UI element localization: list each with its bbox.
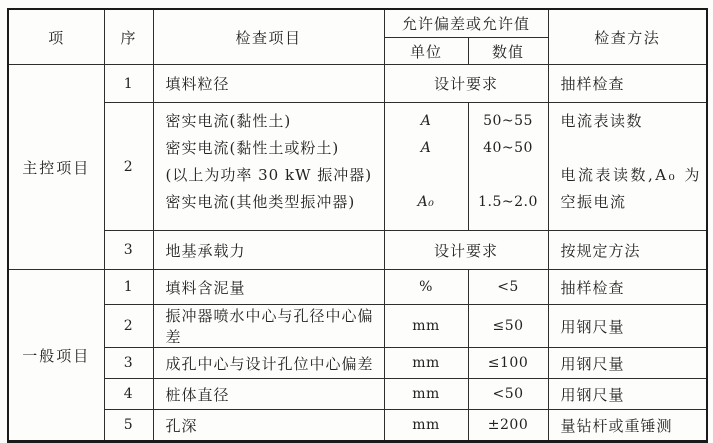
header-unit: 单位 xyxy=(384,38,468,65)
seq-cell: 1 xyxy=(104,270,153,305)
inspection-item-line: (以上为功率 30 kW 振冲器) xyxy=(165,166,373,184)
unit-cell: mm xyxy=(384,379,468,410)
inspection-item-cell: 振冲器喷水中心与孔径中心偏差 xyxy=(153,305,384,348)
header-seq: 序 xyxy=(104,9,153,65)
inspection-item-cell: 地基承载力 xyxy=(153,231,384,270)
method-multiline-cell xyxy=(548,103,707,231)
unit-cell: % xyxy=(384,270,468,305)
unit-cell: mm xyxy=(384,348,468,379)
unit-line: A xyxy=(420,113,432,129)
inspection-item-line: 密实电流(黏性土或粉土) xyxy=(165,139,340,157)
value-line: 50~55 xyxy=(483,113,533,129)
method-cell: 用钢尺量 xyxy=(548,305,707,348)
group-label-general: 一般项目 xyxy=(8,270,104,442)
value-cell: <50 xyxy=(468,379,548,410)
merged-value-cell: 设计要求 xyxy=(384,65,548,103)
seq-cell: 2 xyxy=(104,305,153,348)
method-cell: 量钻杆或重锤测 xyxy=(548,410,707,442)
unit-multiline-cell xyxy=(384,103,468,231)
inspection-item-cell: 填料含泥量 xyxy=(153,270,384,305)
method-cell: 抽样检查 xyxy=(548,65,707,103)
unit-line xyxy=(385,162,468,189)
unit-line: A₀ xyxy=(417,194,435,210)
header-item: 项 xyxy=(8,9,104,65)
header-value: 数值 xyxy=(468,38,548,65)
merged-value-cell: 设计要求 xyxy=(384,231,548,270)
value-multiline-cell xyxy=(468,103,548,231)
method-line xyxy=(561,135,707,162)
method-line: 电流表读数 xyxy=(560,112,644,130)
method-cell: 抽样检查 xyxy=(548,270,707,305)
value-line xyxy=(469,162,548,189)
seq-cell: 3 xyxy=(104,348,153,379)
inspection-item-cell: 桩体直径 xyxy=(153,379,384,410)
value-cell: ≤50 xyxy=(468,305,548,348)
inspection-item-line: 密实电流(黏性土) xyxy=(165,112,292,130)
method-cell: 用钢尺量 xyxy=(548,379,707,410)
seq-cell: 3 xyxy=(104,231,153,270)
seq-cell: 4 xyxy=(104,379,153,410)
seq-cell: 2 xyxy=(104,103,153,231)
method-cell: 用钢尺量 xyxy=(548,348,707,379)
inspection-item-cell: 填料粒径 xyxy=(153,65,384,103)
value-cell: ±200 xyxy=(468,410,548,442)
method-line: 电流表读数,A₀ 为 xyxy=(560,166,702,184)
unit-line: A xyxy=(420,140,432,156)
unit-cell: mm xyxy=(384,410,468,442)
seq-cell: 5 xyxy=(104,410,153,442)
method-cell: 按规定方法 xyxy=(548,231,707,270)
method-line: 空振电流 xyxy=(560,193,627,211)
value-line: 1.5~2.0 xyxy=(478,194,538,210)
inspection-item-multiline-cell xyxy=(153,103,384,231)
group-label-main: 主控项目 xyxy=(8,65,104,270)
seq-cell: 1 xyxy=(104,65,153,103)
inspection-table-wrap xyxy=(7,8,708,443)
inspection-item-cell: 孔深 xyxy=(153,410,384,442)
inspection-item-line: 密实电流(其他类型振冲器) xyxy=(165,193,356,211)
header-inspection-item: 检查项目 xyxy=(153,9,384,65)
header-tolerance: 允许偏差或允许值 xyxy=(384,9,548,38)
unit-cell: mm xyxy=(384,305,468,348)
value-cell: ≤100 xyxy=(468,348,548,379)
header-method: 检查方法 xyxy=(548,9,707,65)
value-line: 40~50 xyxy=(483,140,533,156)
inspection-item-cell: 成孔中心与设计孔位中心偏差 xyxy=(153,348,384,379)
inspection-table xyxy=(7,8,708,443)
value-cell: <5 xyxy=(468,270,548,305)
